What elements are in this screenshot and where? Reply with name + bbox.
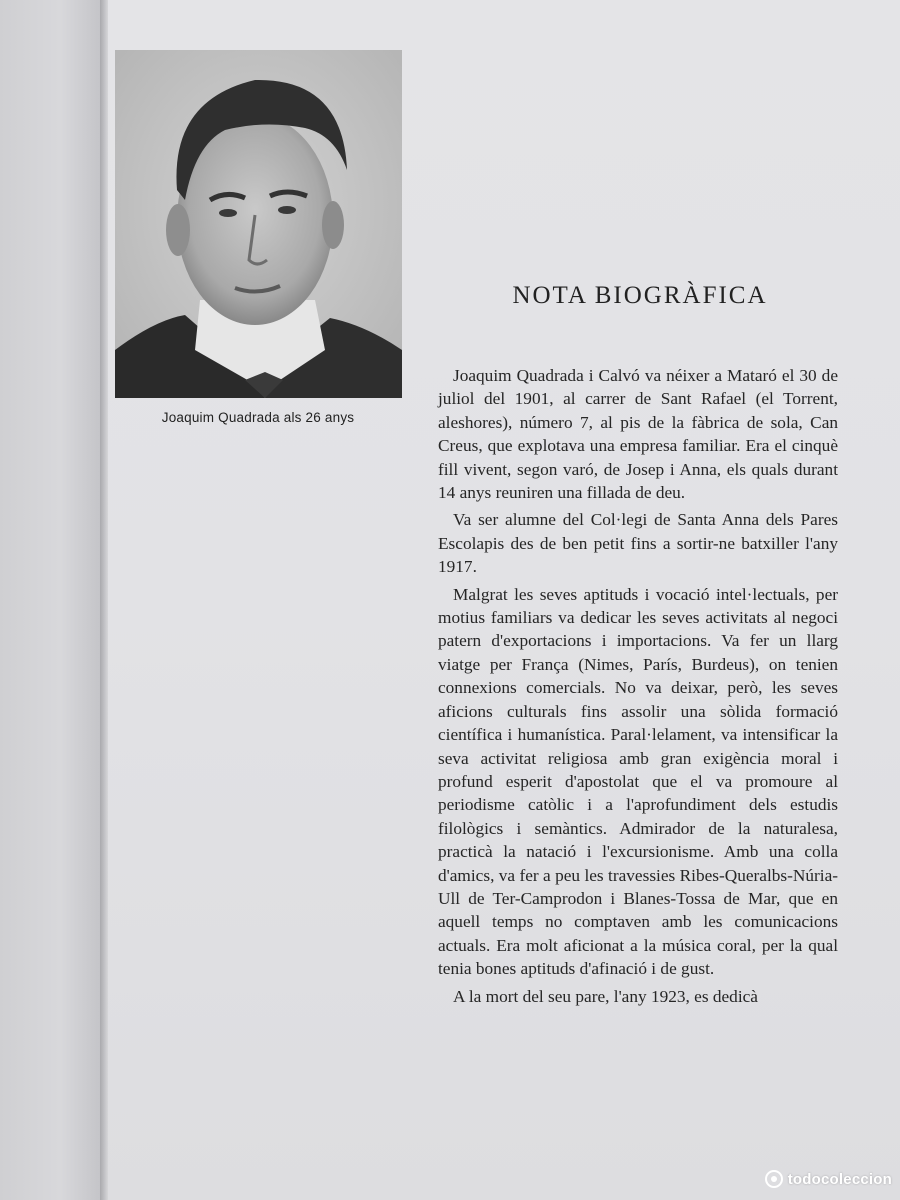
paragraph: A la mort del seu pare, l'any 1923, es dedicà <box>453 986 758 1006</box>
left-page-edge <box>0 0 110 1200</box>
photo-caption: Joaquim Quadrada als 26 anys <box>161 410 355 425</box>
paragraph: Malgrat les seves aptituds i vocació intel·lectuals, per motius familiars va dedicar les seves activitats al negoci patern d'exportacions i importacions. Va fer un llarg viatge per França (Nimes, París, Burdeus), on tenien connexions comercials. No va deixar, però, les seves aficions culturals fins assolir una sòlida formació científica i humanística. Paral·lelament, va intensificar la seva activitat religiosa amb gran exigència moral i profund esperit d'apostolat que el va promoure al periodisme catòlic i a l'aprofundiment dels estudis filològics i semàntics. Admirador de la naturalesa, practicà la natació i l'excursionisme. Amb una colla d'amics, va fer a peu les travessies Ribes-Queralbs-Núria-Ull de Ter-Camprodon i Blanes-Tossa de Mar, que en aquell temps no comptaven amb les comunicacions actuals. Era molt aficionat a la música coral, per la qual tenia bones aptituds d'afinació i de gust. <box>438 584 838 979</box>
book-spine <box>100 0 108 1200</box>
paragraph: Joaquim Quadrada i Calvó va néixer a Mataró el 30 de juliol del 1901, al carrer de Sant Rafael (el Torrent, aleshores), número 7, al pis de la fàbrica de sola, Can Creus, que explotava una empresa familiar. Era el cinquè fill vivent, segon varó, de Josep i Anna, els quals durant 14 anys reuniren una fillada de deu. <box>438 366 838 503</box>
watermark <box>765 1170 892 1188</box>
watermark-text: todocoleccion <box>787 1170 892 1188</box>
paragraph: Va ser alumne del Col·legi de Santa Anna dels Pares Escolapis des de ben petit fins a sortir-ne batxiller l'any 1917. <box>438 510 838 577</box>
section-title: NOTA BIOGRÀFICA <box>512 282 768 309</box>
todocoleccion-logo-icon <box>765 1170 783 1188</box>
portrait-photo <box>115 50 402 398</box>
biography-text <box>438 364 838 1008</box>
